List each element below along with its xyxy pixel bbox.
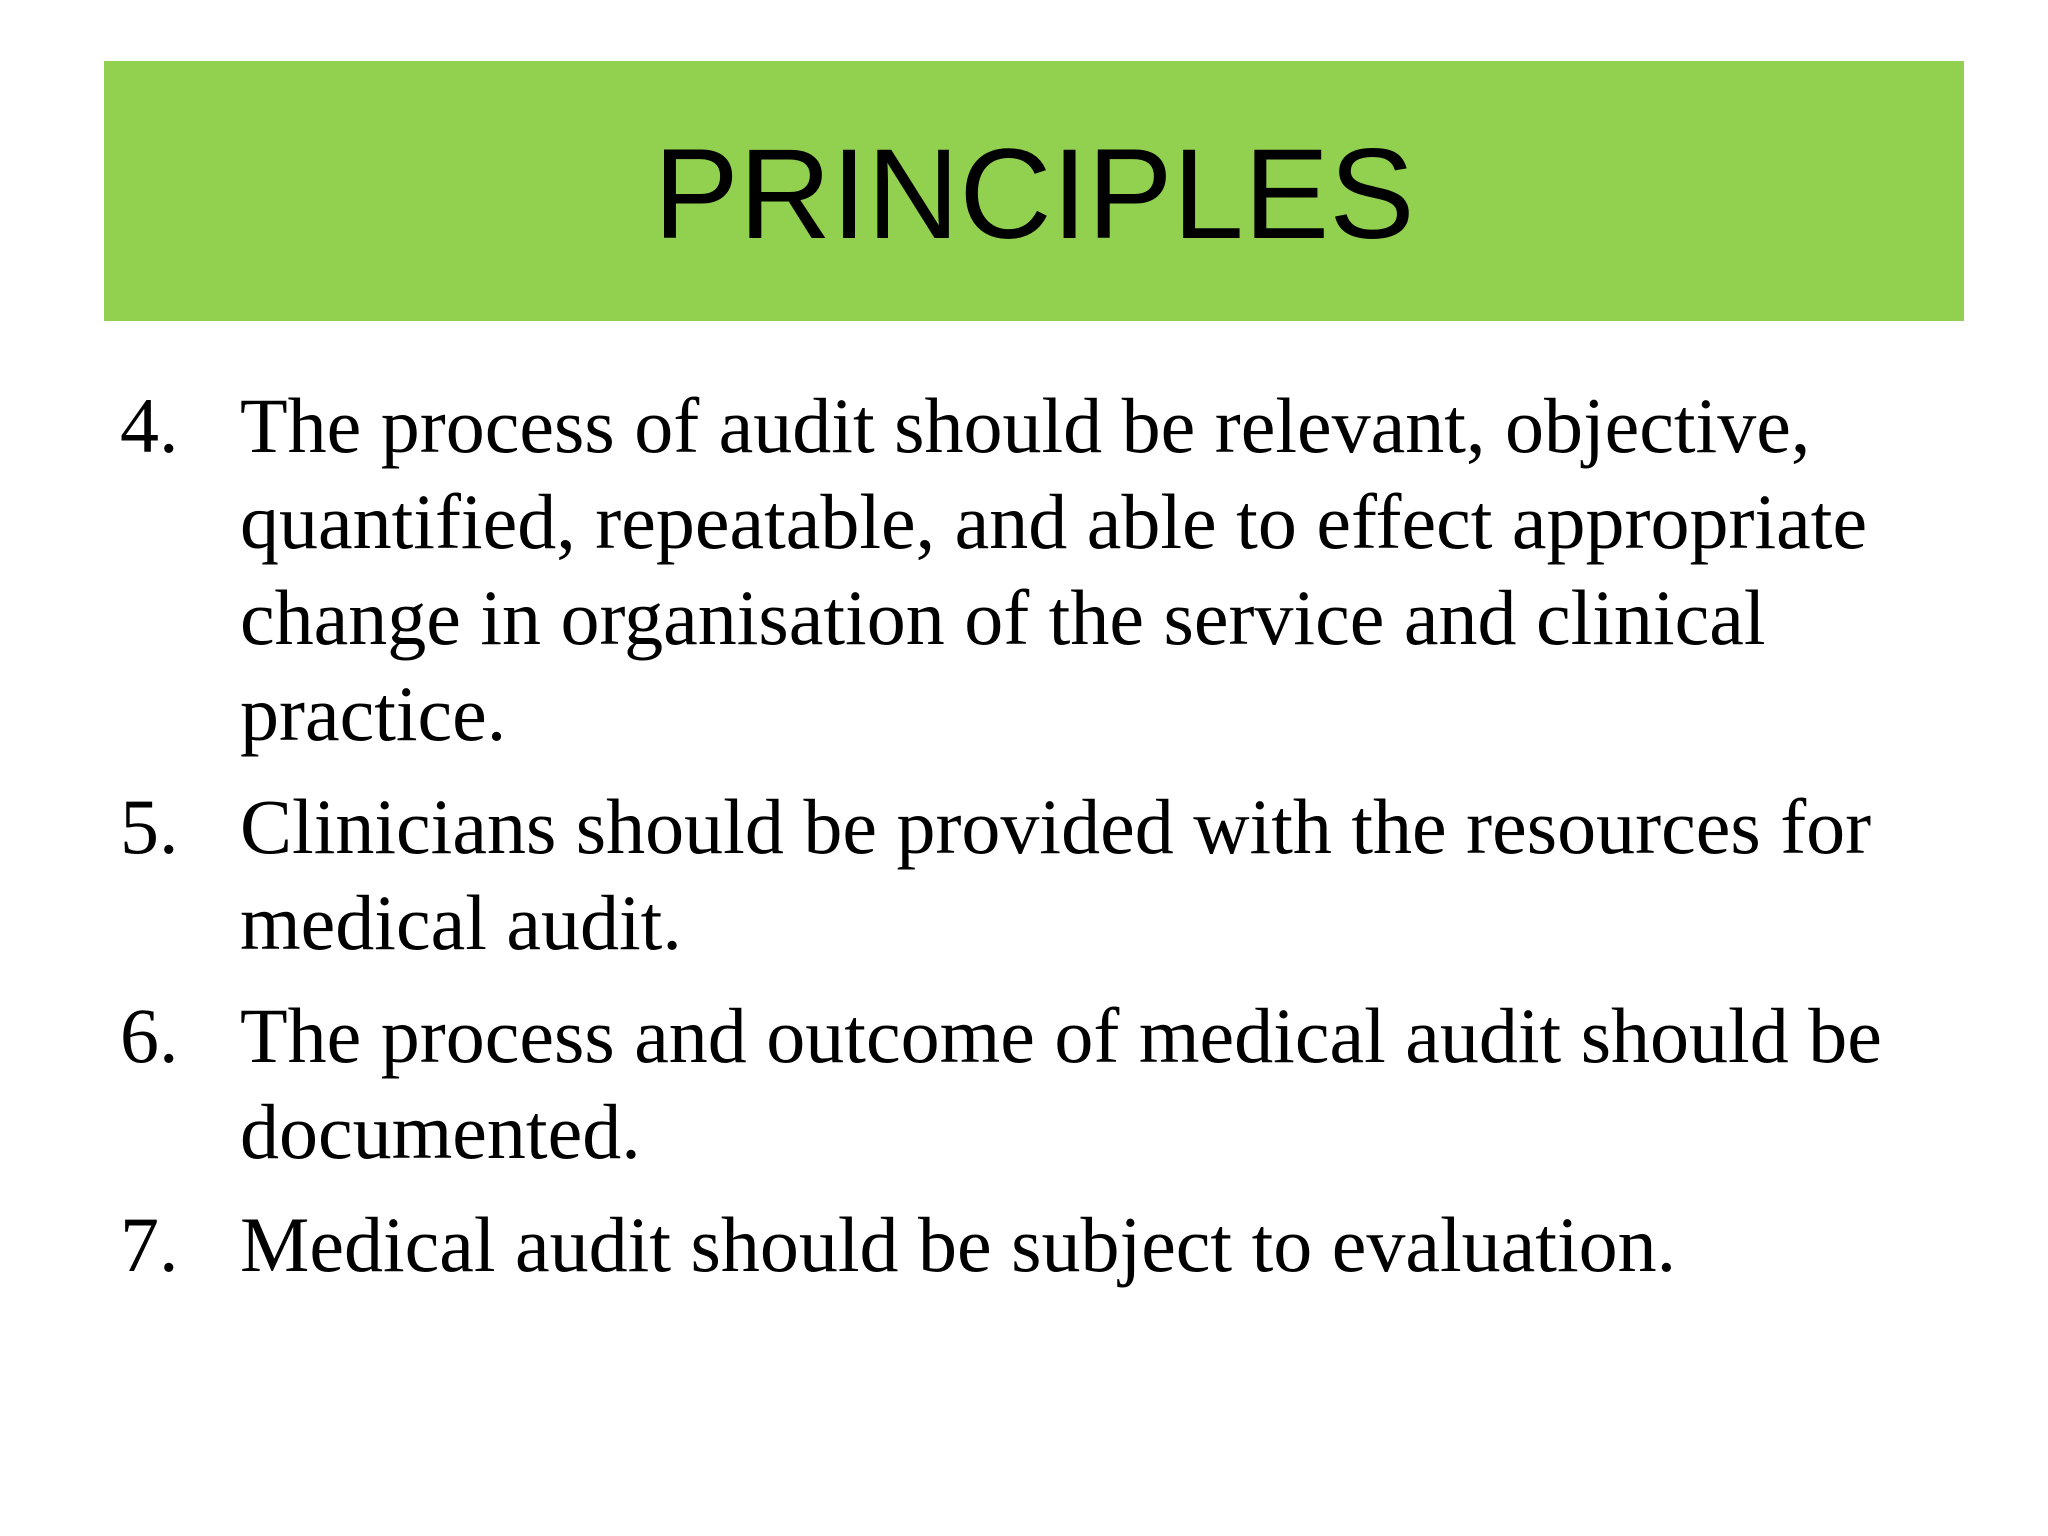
list-item (120, 779, 1990, 971)
list-item-number: 6. (120, 992, 179, 1079)
list-item-text: Medical audit should be subject to evaluation. (240, 1201, 1677, 1288)
slide-title: PRINCIPLES (653, 123, 1415, 266)
list-item (120, 1197, 1990, 1293)
list-item-number: 4. (120, 382, 179, 469)
list-item-text: Clinicians should be provided with the resources for medical audit. (240, 783, 1872, 966)
list-item-number: 5. (120, 783, 179, 870)
principles-list (120, 378, 1990, 1310)
list-item-number: 7. (120, 1201, 179, 1288)
list-item (120, 378, 1990, 762)
list-item (120, 988, 1990, 1180)
list-item-text: The process of audit should be relevant, objective, quantified, repeatable, and able to effect appropriate change in organisation of the service and clinical practice. (240, 382, 1868, 757)
title-band (104, 61, 1964, 321)
list-item-text: The process and outcome of medical audit should be documented. (240, 992, 1882, 1175)
